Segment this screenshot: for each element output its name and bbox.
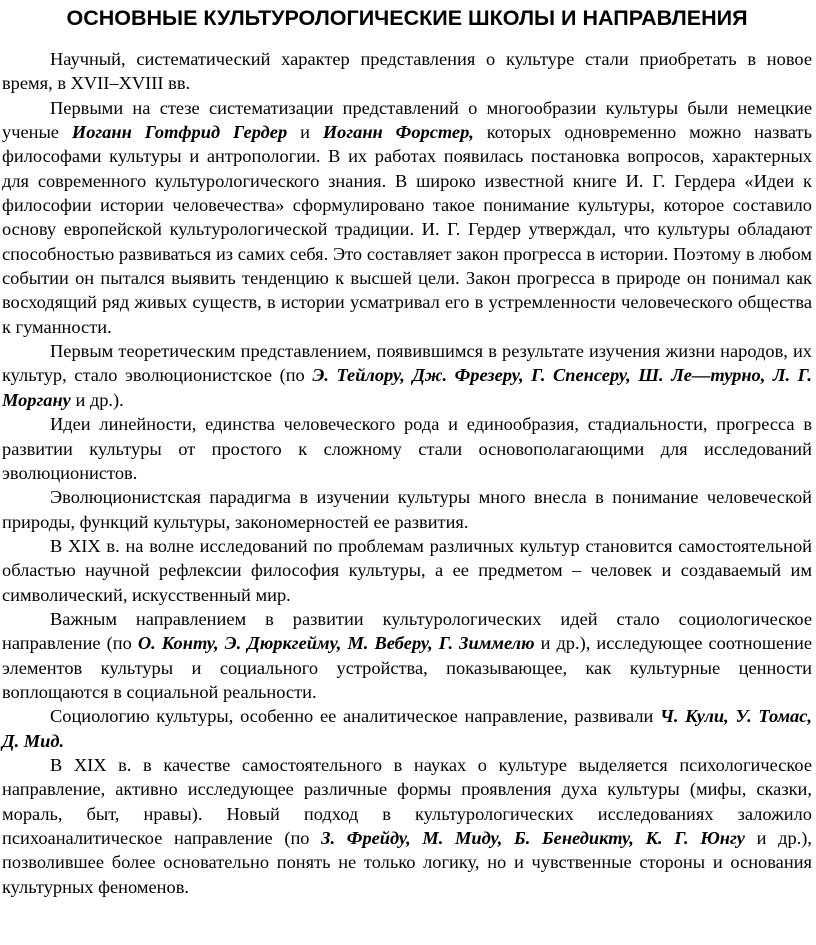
emphasized-names: Э. Тейлору, Дж. Фрезеру, Г. Спенсеру, Ш. Ле—турно, Л. Г. Моргану	[2, 365, 813, 410]
paragraph-text: В XIX в. на волне исследований по проблемам различных культур становится самостоятельной областью научной рефлексии философия культуры, а ее предметом – человек и создаваемый им символический, искусственный мир.	[2, 535, 812, 605]
paragraph-text: Первыми на стезе систематизации представлений о многообразии культуры были немецкие ученые	[2, 97, 812, 143]
emphasized-names: Ч. Кули, У. Томас, Д. Мид.	[2, 706, 813, 751]
paragraph-text: Первым теоретическим представлением, появившимся в результате изучения жизни народов, их культур, стало эволюционистское (по	[2, 341, 812, 386]
paragraph-text: и	[287, 122, 323, 143]
emphasized-names: З. Фрейду, М. Миду, Б. Бенедикту, К. Г. Юнгу	[321, 828, 745, 848]
paragraph-7	[2, 607, 812, 704]
emphasized-name: Иоганн Форстер,	[322, 122, 474, 143]
paragraph-3	[2, 339, 812, 412]
paragraph-text: Социологию культуры, особенно ее аналитическое направление, развивали	[50, 706, 661, 727]
paragraph-6	[2, 534, 812, 607]
paragraph-text: В XIX в. в качестве самостоятельного в науках о культуре выделяется психологическое направление, активно исследующее различные формы проявления духа культуры (мифы, сказки, мораль, быт, нравы). Новый подход в культурологических исследованиях заложило психоаналитическое направление (по	[2, 754, 812, 848]
paragraph-2	[2, 96, 812, 339]
paragraph-text: которых одновременно можно назвать философами культуры и антропологии. В их работах появилась постановка вопросов, характерных для современного культурологического знания. В широко известной книге И. Г. Гердера «Идеи к философии истории человечества» сформулировано такое понимание культуры, которое составило основу европейской культурологической традиции. И. Г. Гердер утверждал, что культуры обладают способностью развиваться из самих себя. Это составляет закон прогресса в истории. Поэтому в любом событии он пытался выявить тенденцию к высшей цели. Закон прогресса в природе он понимал как восходящий ряд живых существ, в истории усматривал его в устремленности человеческого общества к гуманности.	[2, 122, 812, 337]
page-title: ОСНОВНЫЕ КУЛЬТУРОЛОГИЧЕСКИЕ ШКОЛЫ И НАПРАВЛЕНИЯ	[66, 6, 748, 30]
paragraph-text: и др.).	[70, 389, 124, 410]
emphasized-names: О. Конту, Э. Дюркгейму, М. Веберу, Г. Зиммелю	[137, 633, 535, 654]
paragraph-text: Идеи линейности, единства человеческого рода и единообразия, стадиальности, прогресса в развитии культуры от простого к сложному стали основополагающими для исследований эволюционистов.	[2, 414, 812, 483]
paragraph-text: и др.), позволившее более основательно понять не только логику, но и чувственные стороны и основания культурных феноменов.	[2, 828, 812, 897]
paragraph-9	[2, 753, 812, 899]
paragraph-1	[2, 47, 812, 96]
paragraph-text: и др.), исследующее соотношение элементов культуры и социального устройства, показывающее, как культурные ценности воплощаются в социальной реальности.	[2, 633, 813, 702]
paragraph-text: Важным направлением в развитии культурологических идей стало социологическое направление (по	[2, 608, 812, 654]
document-body	[2, 47, 812, 899]
emphasized-name: Иоганн Готфрид Гердер	[71, 122, 288, 143]
paragraph-4	[2, 412, 812, 485]
paragraph-text: Эволюционистская парадигма в изучении культуры много внесла в понимание человеческой природы, функций культуры, закономерностей ее развития.	[2, 487, 812, 532]
paragraph-text: Научный, систематический характер представления о культуре стали приобретать в новое время, в XVII–XVIII вв.	[2, 49, 812, 94]
paragraph-5	[2, 485, 812, 534]
paragraph-8	[2, 704, 812, 753]
